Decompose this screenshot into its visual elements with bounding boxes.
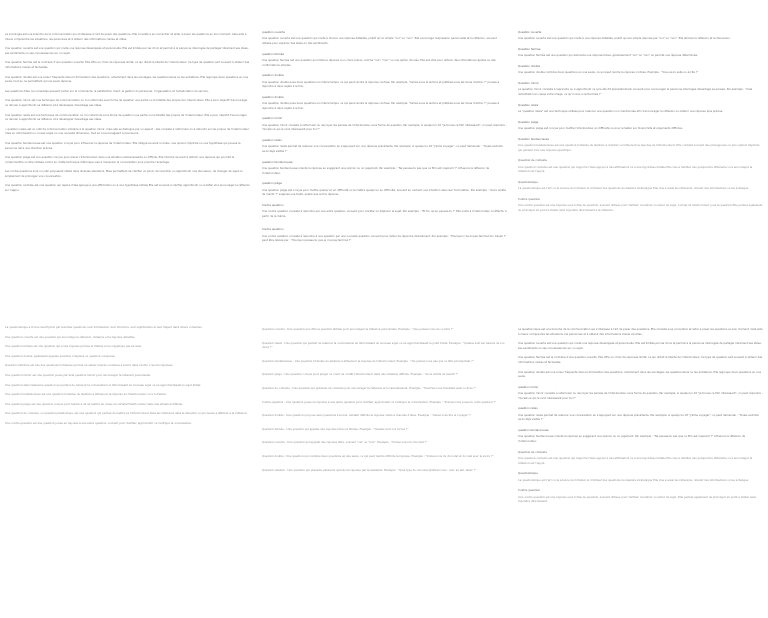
page-panel-bottom-right (518, 328, 763, 618)
paragraph: Une question fermée est une question qui demande une réponse brève, généralement "oui" ou "non" ou permet une réponse déterminée. (518, 54, 698, 58)
paragraph: Une question ouverte est une question qui invite à donner une réponse détaillée, plutôt qu'un simple "oui" ou "non". Elle encourage l'expression personnelle et la réflexion, souvent utilisée pour explorer des idées ou des sentiments. (262, 37, 497, 45)
paragraph: Une question miroir est une question posée par le/la question miroir pour encourager la réflexion personnelle. (5, 373, 151, 377)
paragraph: Une question piège est une question conçue pour placer l'interlocuteur dans une situation embarrassante ou difficile. Elle cherche souvent à obtenir une réponse qui pourrait le compromettre ou être utilisée contre lui. Cette technique rhétorique vise à manipuler la conversation pour prendre l'avantage. (5, 156, 235, 164)
section-heading: question ouverte (262, 30, 285, 34)
section-heading: Contre question (518, 196, 540, 201)
paragraph: Contre-question : Une question posée en réponse à une autre question pour clarifier, approfondir ou rediriger la conversation. Exemple : "Pourquoi me poses-tu cette question ?" (262, 400, 497, 404)
paragraph: Une question fermée est une question qui a une réponse précise et limitée et ne s'applique pas au sens. (5, 345, 142, 349)
page-panel-top-right (518, 30, 763, 320)
section-heading: question relais (262, 137, 282, 142)
section-heading: question tendancieuse (262, 159, 293, 164)
paragraph: Une question relais permet de relancer une conversation en s'appuyant sur une réponse précédente. Par exemple, si quelqu'un dit "J'aime voyager", on peut demander : "Quels endroits as-tu déjà visités ?" (518, 413, 759, 422)
paragraph: Question ouverte : Une question qui appelle une réponse libre, souvent "oui" ou "non". Exemple : "Voulez-vous du chocolat ?" (262, 441, 428, 445)
paragraph: Une question fermée est le contraire d'une question ouverte. Elle offre un choix de réponses limité, ce qui réduit la liberté de l'interlocuteur. Ce type de question sert souvent à obtenir des informations claires et factuelles. (5, 61, 250, 69)
section-heading: question miroir (262, 116, 283, 121)
paragraph: Une question relais permet de relancer une conversation en s'appuyant sur une réponse précédente. Par exemple, si quelqu'un dit "J'aime voyager", on peut demander : "Quels endroits as-tu déjà visités ?" (262, 145, 503, 153)
section-heading: Question miroir (518, 81, 539, 85)
paragraph: Une question dans relais/une question qui permet de relancer la conversation et introduisant un nouveau sujet ou en approfondissant le sujet initial. (5, 383, 202, 387)
paragraph: Les questions dites non-orientées peuvent porter sur la commande, la satisfaction client, le gestion du personnel, l'organisation et l'amélioration du service. (5, 89, 209, 93)
section-heading: question double (262, 73, 284, 78)
paragraph: Une question de contexte, ou question paradoxique, est une question qui permet de mettre en l'interlocuteur dans les réflexions dans la situation, le processus à affirmer à la réflexion. (5, 412, 248, 416)
paragraph: Les contre-questions sont un outil polyvalent utilisé dans diverses situations. Elles permettent de clarifier un point, de recentrer ou approfondir une discussion, de changer de sujet ou simplement de prolonger une conversation. (5, 170, 243, 178)
paragraph: Question ouverte : Une question qui offre la question initiale pour encourager la réflexion personnelle. Exemple : "Que pensez-vous de ce livre ?" (262, 328, 454, 331)
section-heading: Question relais (518, 102, 539, 107)
paragraph: Une contre question est une réponse sous forme de question, souvent utilisée pour clarifier, recentrer ou éviter un sujet. Lorsqu'un interlocuteur pose la question Elle permet également de prolonger un point à traiter sans répondre directement à la réflexion. (518, 204, 763, 212)
paragraph: Une question ouverte est une question qui encourage la réflexion, l'analyse et la réponse détaillée. (5, 335, 136, 339)
paragraph: La questionnique a trouvé description par leurs/les questions, leur formulation, leur structure, leur signification et leur impact dans divers contextes. (5, 326, 203, 329)
paragraph: Question tendancieuse : Une question formulée de manière à influencer la réponse de l'interlocuteur. Exemple : "Ne pensez-vous pas que ce film est inspirant ?" (262, 359, 474, 363)
paragraph: Une question miroir consiste à reformuler ou renvoyer les paroles de l'interlocuteur sous forme de question. Par exemple, si quelqu'un dit "Je trouve ce film intéressant", on peut répondre : "Qu'est-ce qui le rend intéressant pour toi ?" (518, 392, 763, 400)
paragraph: Une question relais est une technique de communication où l'on reformule sous forme de question une partie ou la totalité des propos de l'interlocuteur. Elle a pour objectif d'encourager ce dernier à approfondir sa réflexion et à développer davantage ses idées. (5, 113, 247, 122)
paragraph: Une question double combine deux questions en une seule, ce qui peut rendre la réponse confuse. Exemple : "Vous as-tu salle ou écrite ?" (518, 71, 699, 75)
paragraph: Une question ouverte est une question qui invite une réponse développée et personnelle. Elle est limitée par les choix et permet à la personne interrogée de partager librement ses idées, ses sentiments ou ses connaissances sur un sujet. (518, 342, 762, 350)
paragraph: Une question miroir consiste à reformuler ou renvoyer les paroles de l'interlocuteur sous forme de question. Par exemple, si quelqu'un dit "Je trouve ce film intéressant", on peut répondre : "Qu'est-ce qui le rend intéressant pour toi ?" (262, 123, 507, 132)
paragraph: Question sollicitée est une des questions formulées qui met en valeur une/de coutumes à suivre dans l'autre. L'aucun réponses. (5, 364, 174, 368)
paragraph: Une question centrale est une question qui repère l'idée appuyé à une affirmation ou à une hypothèse initiale Elle est souvent à clarifier approfondir ou à défier et à encourager la réflexion sur l'appui. (5, 184, 250, 193)
section-heading: question fermée (262, 51, 285, 56)
paragraph: La question miroir consiste à reprendre ou à approfondir ce qu'a été dit précédemment, souvent pour encourager la personne interrogée davantage sa pensée. Par exemple : "Cela remettrait-il en cause votre image, ce qu'il vous a recherchée ?" (518, 88, 753, 96)
paragraph: Une question tendancieuse oriente la réponse en suggérant une opinion ou un jugement. Par exemple : "Ne penses-tu pas que ce film est inspirant ?" influence la réflexion de l'interlocuteur. (518, 435, 746, 443)
paragraph: Une question tendancieuse oriente la réponse en suggérant une opinion ou un jugement. Par exemple : "Ne penses-tu pas que ce film est inspirant ?" influence la réflexion de l'interlocuteur. (262, 166, 490, 175)
paragraph: Question piège : Une question conçue pour piéger ou créer un conflit l'interlocuteur dans une situation difficile. Exemple : "As-tu arrêté de mentir ?" (262, 373, 459, 377)
paragraph: Une contre question consiste à répondre à une question par une nouvelle question, souvent pour éviter de répondre directement. Par exemple : "Pourquoi n'as-tu pas terminé ton travail ?" peut être déviée par : "Pourquoi penses-tu que je n'ai pas terminé ?" (262, 234, 507, 243)
paragraph: Question double : Une question qui combine deux questions en une seule, ce qui peut rendre difficile la réponse. Exemple : "Voulez-vous du chocolat et du café avec le sucre ?" (262, 454, 494, 458)
section-heading: Question piège (518, 119, 539, 124)
section-heading: Contre question (262, 227, 284, 232)
paragraph: Une question piège est conçue pour mettre l'interlocuteur en difficulté ou pour le tester sur divers faits et arguments difficiles. (518, 127, 683, 130)
paragraph: Une question tendancieuse est une question conçue pour influencer la réponse de l'interlocuteur. Elle intègre souvent un biais, une opinion implicite ou une hypothèse qui pousse la personne dans une direction précise. (5, 141, 241, 150)
section-heading: Question fermée (518, 47, 541, 51)
section-heading: Questionnique (518, 179, 538, 184)
paragraph: Une question double est une erreur fréquente dans la formulation des questions, notamment dans les sondages, les questionnaires ou les entretiens. Elle regroupe deux questions en une seule, tout en ne permettant qu'une seule réponse. (5, 75, 249, 84)
paragraph: Question de contexte : Une question qui présente un contexte pour encourager la réflexion et le raisonnement. Exemple : "Pourriez-vous travailler sans ce livre ?" (262, 386, 476, 390)
paragraph: Une contre-question est une question posée en réponse à une autre question, souvent pour clarifier, approfondir ou rediriger la conversation. (5, 421, 192, 425)
paragraph: Question double : Une question qui pose deux questions à la fois, rendant difficile la réponse claire à chacune d'elles. Exemple : "Aimez-vous lire et voyager ?" (262, 414, 472, 418)
paragraph: La questionnique est l'art ou la science de formuler et d'utiliser des questions de manière stratégique Elle vise à aussi les réflexions, obtenir des informations ou les échanges. (518, 187, 749, 191)
section-heading: question double (262, 94, 284, 99)
paragraph: Une question tendancieuse est une question formulée de manière à orienter ou influencer la réponse de l'interlocuteur. Elle contient souvent des présupposés ou une opinion implicite qui guident vers une réponse spécifique. (518, 144, 760, 152)
paragraph: Une contre question est une réponse sous forme de question, souvent utilisée pour clarifier, recentrer ou éviter un sujet. Elle permet également de prolonger un point à traiter sans répondre directement. (518, 495, 756, 504)
paragraph: Une question contexte est une question qui rapporte l'idée appuyé à une affirmation ou à une hypothèse initiale Elle vise à clarifier une perspective différente ou à encourager la réflexion sur l'appui. (518, 456, 753, 465)
paragraph: Une question piège est conçue pour mettre quelqu'un en difficulté ou le mettre quelqu'un en difficulté, souvent en cachant une intention dans leur formulation. Par exemple : "As-tu arrêté de mentir ?" suppose une faute, quelle que soit la réponse. (262, 188, 506, 197)
page-panel-bottom-left (5, 326, 250, 616)
paragraph: Une question piège est une question conçue pour tendre à un en mettre en cause un certain/l'interlocuteur dans une situation difficile. (5, 402, 183, 406)
paragraph: Une question double est une erreur fréquente dans la formulation des questions, notamment dans les sondages, les questionnaires ou les entretiens. Elle regroupe deux questions en une seule. (518, 370, 762, 379)
section-heading: question miroir (518, 384, 539, 389)
section-heading: question tendancieuse (518, 427, 549, 432)
paragraph: Une question miroir est une technique de communication où l'on reformule sous forme de question une partie ou la totalité des propos de l'interlocuteur. Elle a pour objectif d'encourager ce dernier à approfondir sa réflexion et à développer davantage ses idées. (5, 99, 248, 107)
section-heading: Question double (518, 64, 541, 68)
paragraph: Une question fermée est une question qui limite la réponse à un choix précis, comme "oui", "non" ou une option donnée. Elle est utile pour obtenir des informations rapides ou des confirmations simples. (262, 59, 496, 67)
section-heading: Contre question (262, 202, 284, 207)
page-panel-top-middle (262, 30, 507, 320)
page-panel-top-left (5, 33, 250, 323)
paragraph: Une contre question consiste à répondre par une autre question, souvent pour clarifier ou déplacer le sujet. Par exemple : "Et toi, qu'en penses-tu ?" Elle invite à l'interlocuteur à réfléchir à partir de la même. (262, 210, 507, 218)
paragraph: Une question ouverte est une question qui invite à une réponse détaillée, plutôt qu'une simple réponse par "oui" ou "non". Elle stimule la réflexion et la discussion. (518, 37, 731, 41)
paragraph: Question relais : Une question qui permet de relancer la conversation en introduisant un nouveau sujet ou en approfondissant le point traité. Exemple : "Quelles sont les raisons de vos choix ?" (262, 341, 505, 350)
paragraph: « question relais est un outil de communication similaire à la question miroir, mais elle se distingue par un aspect : elle consiste à reformuler ou à rebondir sur les propos de l'interlocuteur mais en introduisant un nouvel angle ou une nouvelle dimension, tout en s'encourageant à poursuivre. (5, 127, 250, 136)
paragraph: Une question tendancieuse est une question formulée de manière à influencer la réponse de l'interlocuteur ou à l'orienter. (5, 393, 167, 397)
paragraph: La "question relais" est une technique utilisée pour relancer une question non mentionnée afin d'encourager la réflexion ou obtenir une réponse plus précise. (518, 110, 724, 113)
paragraph: Question relation : Une question qui présente plusieurs options de réponse par la demande. Exemple : "Quel type de chocolat préférez-vous : noir, au lait, blanc ?" (262, 468, 477, 472)
section-heading: Contre question (518, 488, 540, 493)
paragraph: Question fermée : Une question qui appelle une réponse brève et limitée. Exemple : "Quelles sont vos forces ?" (262, 427, 409, 431)
page-panel-bottom-middle (262, 328, 507, 618)
paragraph: Une question fermée est le contraire d'une question ouverte. Elle offre un choix de réponses limité, ce qui réduit la liberté de l'interlocuteur. Ce type de question sert souvent à obtenir des informations claires et factuelles. (518, 356, 763, 364)
paragraph: Une question ouverte est une question qui invite une réponse développée et personnelle. Elle est limitée par les choix et permet à la personne interrogée de partager librement ses idées, ses sentiments ou ses connaissances sur un sujet. (5, 47, 249, 55)
section-heading: Question tendancieuse (518, 136, 549, 141)
paragraph: La questionnique est une branche de la communication qui s'intéresse à l'art de poser des questions. Elle consiste à se concentrer et aider à poser les questions au bon moment. Cela aide à mieux comprendre les situations, les personnes et à obtenir des informations claires et utiles. (518, 328, 763, 336)
section-heading: Question de contexte (518, 158, 547, 163)
paragraph: Une question double pose deux questions en même temps, ce qui peut rendre la réponse confuse. Par exemple, "Aimez-vous la lecture et préférez-vous les livres d'action ?" pousse à répondre à deux sujets à la fois. (262, 102, 500, 110)
section-heading: Questionnique (518, 471, 538, 476)
section-heading: question relais (518, 406, 538, 411)
paragraph: La questionnique est l'art ou la science de formuler et d'utiliser des questions de manière stratégique Elle vise à aussi les réflexions, obtenir des informations ou les échanges. (518, 478, 749, 482)
paragraph: Une question double, également appelée question complexe ou question composée. (5, 354, 116, 358)
section-heading: Question de contexte (518, 449, 547, 454)
section-heading: question piège (262, 181, 282, 186)
paragraph: Une question double pose deux questions en même temps, ce qui peut rendre la réponse confuse. Par exemple, "Aimez-vous la lecture et préférez-vous les livres d'action ?" pousse à répondre à deux sujets à la fois. (262, 80, 500, 89)
section-heading: Question ouverte (518, 30, 542, 34)
paragraph: La sociologie est une branche de la communication qui s'intéresse à l'art de poser des questions. Elle consiste à se concentrer et aider à poser les questions au bon moment. Cela aide à mieux comprendre les situations, les personnes et à obtenir des informations claires et utiles. (5, 33, 247, 41)
paragraph: Une question contexte est une question qui rapporte l'idée appuyé à une affirmation ou à une hypothèse initiale Elle vise à clarifier une perspective différente ou à encourager la réflexion sur l'appui. (518, 165, 753, 174)
